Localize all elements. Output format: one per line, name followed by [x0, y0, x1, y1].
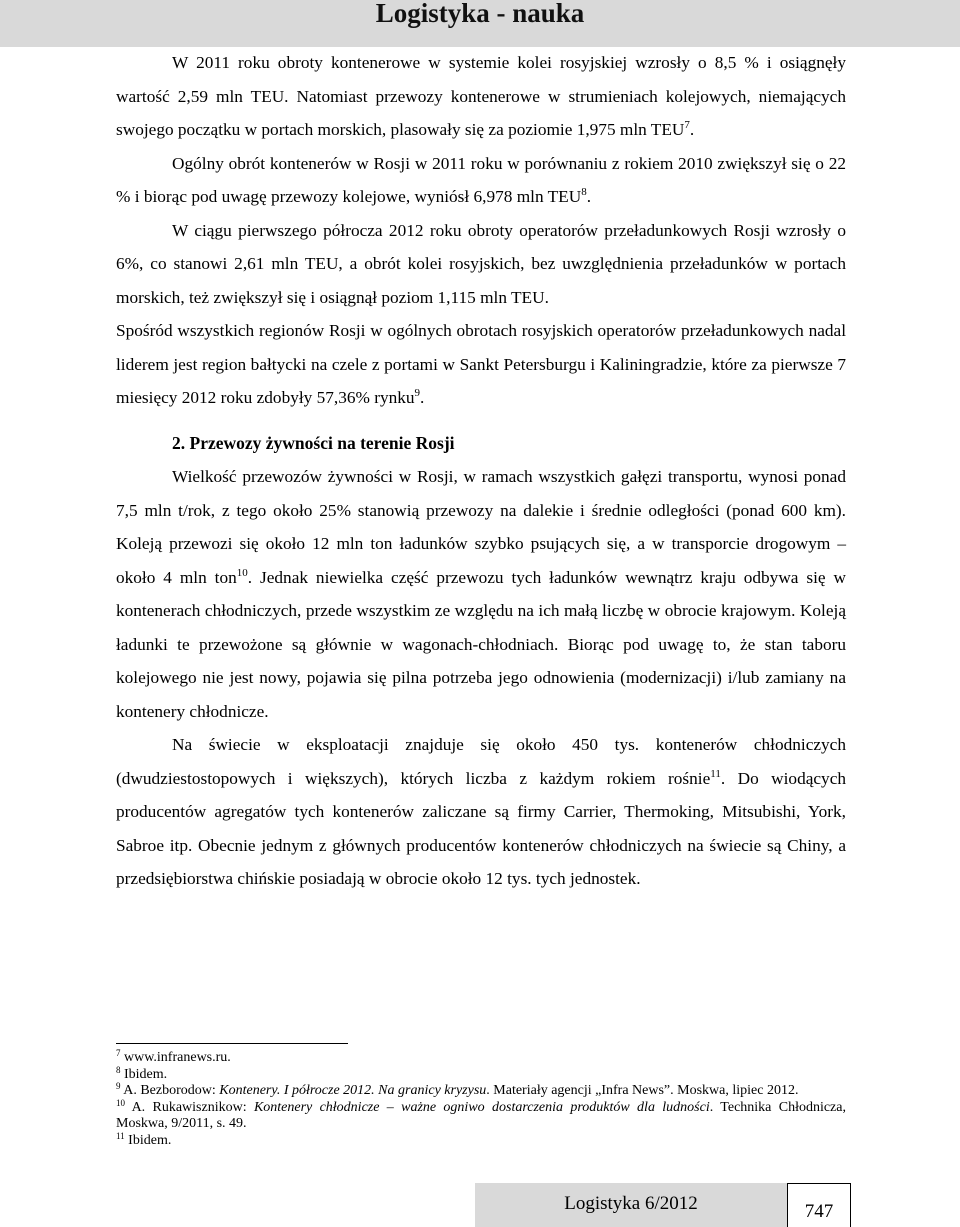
- footnote-ref-7[interactable]: 7: [684, 119, 690, 131]
- running-footer: [475, 1183, 787, 1227]
- paragraph-6: Na świecie w eksploatacji znajduje się około 450 tys. kontenerów chłodniczych (dwudziestostopowych i większych), których liczba z każdym rokiem rośnie$^{11}$. Do wiodących producentów agregatów tych kontenerów zaliczane są firmy Carrier, Thermoking, Mitsubishi, York, Sabroe itp. Obecnie jednym z głównych producentów kontenerów chłodniczych na świecie są Chiny, a przedsiębiorstwa chińskie posiadają w obrocie około 12 tys. tych jednostek.: [116, 735, 847, 888]
- section-heading: 2. Przewozy żywności na terenie Rosji: [172, 432, 455, 453]
- footnote-10: $^{10}$ A. Rukawisznikow: Kontenery chłodnicze – ważne ogniwo dostarczenia produktów dla ludności. Technika Chłodnicza, Moskwa, 9/2011, s. 49.: [116, 1097, 846, 1131]
- running-header: [0, 0, 960, 47]
- paragraph-4: Spośród wszystkich regionów Rosji w ogólnych obrotach rosyjskich operatorów przeładunkowych nadal liderem jest region bałtycki na czele z portami w Sankt Petersburgu i Kaliningradzie, które za pierwsze 7 miesięcy 2012 roku zdobyły 57,36% rynku$^9$.: [116, 321, 846, 407]
- footnote-ref-9[interactable]: 9: [414, 387, 421, 399]
- paragraph-3: W ciągu pierwszego półrocza 2012 roku obroty operatorów przeładunkowych Rosji wzrosły o 6%, co stanowi 2,61 mln TEU, a obrót kolei rosyjskich, bez uwzględnienia przeładunków w portach morskich, też zwiększył się i osiągnął poziom 1,115 mln TEU.: [116, 220, 846, 307]
- paragraph-2: Ogólny obrót kontenerów w Rosji w 2011 roku w porównaniu z rokiem 2010 zwiększył się o 22 % i biorąc pod uwagę przewozy kolejowe, wyniósł 6,978 mln TEU$^8$.: [116, 153, 846, 206]
- footnote-ref-10[interactable]: 10: [236, 566, 248, 579]
- paragraph-1: W 2011 roku obroty kontenerowe w systemie kolei rosyjskiej wzrosły o 8,5 % i osiągnęły wartość 2,59 mln TEU. Natomiast przewozy kontenerowe w strumieniach kolejowych, niemających swojego początku w portach morskich, plasowały się za poziomie 1,975 mln TEU$^7$.: [116, 53, 846, 139]
- footnotes: [116, 1050, 846, 1149]
- footnote-8: $^8$ Ibidem.: [116, 1064, 168, 1082]
- footnote-7: $^7$ www.infranews.ru.: [116, 1048, 231, 1065]
- footnote-11: $^{11}$ Ibidem.: [116, 1130, 172, 1148]
- footnote-ref-8[interactable]: 8: [581, 186, 587, 198]
- paragraph-5: Wielkość przewozów żywności w Rosji, w ramach wszystkich gałęzi transportu, wynosi ponad 7,5 mln t/rok, z tego około 25% stanowią przewozy na dalekie i średnie odległości (ponad 600 km). Koleją przewozi się około 12 mln ton ładunków szybko psujących się, a w transporcie drogowym – około 4 mln ton$^{10}$. Jednak niewielka część przewozu tych ładunków wewnątrz kraju odbywa się w kontenerach chłodniczych, przede wszystkim ze względu na ich małą liczbę w obrocie krajowym. Koleją ładunki te przewożone są głównie w wagonach-chłodniach. Biorąc pod uwagę to, że stan taboru kolejowego nie jest nowy, pojawia się pilna potrzeba jego odnowienia (modernizacji) i/lub zamiany na kontenery chłodnicze.: [116, 467, 846, 721]
- footnote-ref-11[interactable]: 11: [710, 767, 721, 780]
- page-number: 747: [804, 1201, 834, 1222]
- journal-issue: Logistyka 6/2012: [564, 1193, 698, 1214]
- footnote-separator: [116, 1043, 348, 1044]
- body-text: [116, 46, 846, 896]
- header-title: Logistyka - nauka: [375, 0, 585, 28]
- page-number-box: [787, 1183, 851, 1227]
- footnote-9: $^9$ A. Bezborodow: Kontenery. I półrocze 2012. Na granicy kryzysu. Materiały agencji „Infra News”. Moskwa, lipiec 2012.: [116, 1081, 799, 1098]
